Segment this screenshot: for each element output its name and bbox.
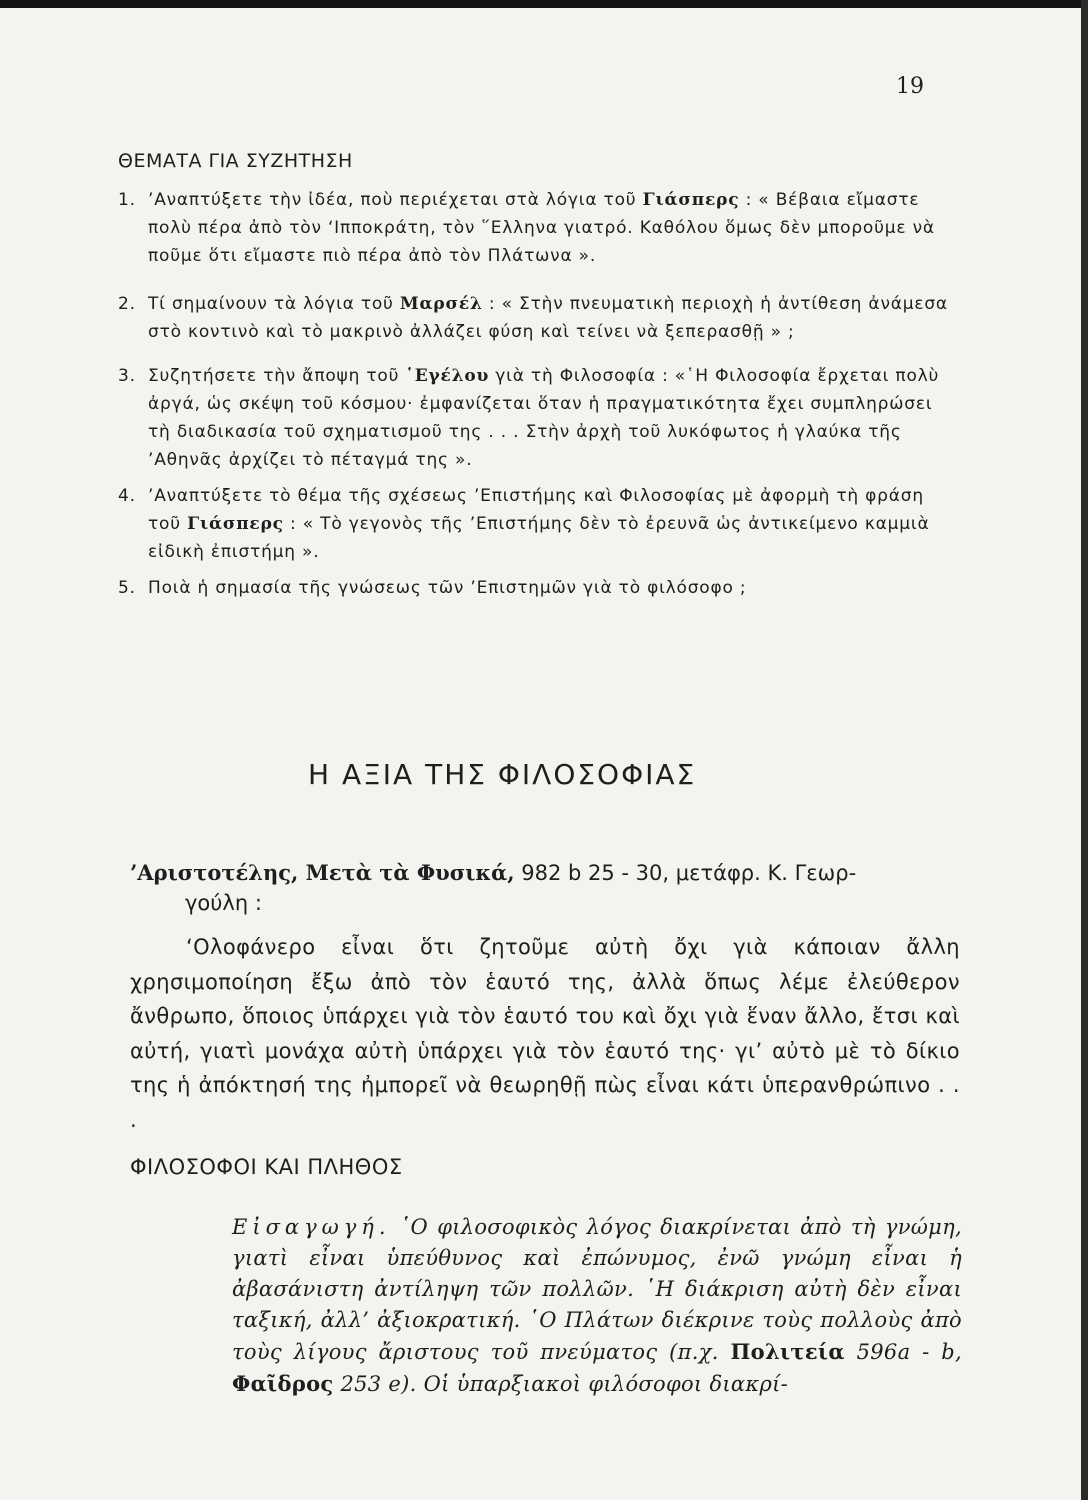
question-1 (118, 186, 948, 270)
citation-author: ’Αριστοτέλης, Μετὰ τὰ Φυσικά, (130, 860, 515, 885)
citation-ref: 982 b 25 - 30, μετάφρ. Κ. Γεωρ- (514, 861, 857, 885)
question-quote: : « Τὸ γεγονὸς τῆς ’Επιστήμης δὲν τὸ ἐρευνᾶ ὡς ἀντικείμενο καμμιὰ εἰδικὴ ἐπιστήμη ». (148, 514, 930, 562)
question-5 (118, 574, 948, 602)
question-3 (118, 362, 948, 474)
question-4 (118, 482, 948, 566)
chapter-title: Η ΑΞΙΑ ΤΗΣ ΦΙΛΟΣΟΦΙΑΣ (308, 758, 697, 791)
page-number: 19 (896, 74, 924, 99)
question-text: ’Αναπτύξετε τὴν ἰδέα, ποὺ περιέχεται στὰ λόγια τοῦ (148, 190, 643, 210)
question-2 (118, 290, 948, 346)
question-number: 1. (118, 190, 136, 210)
intro-text: ῾Ο φιλοσοφικὸς λόγος διακρίνεται ἀπὸ τὴ γνώμη, γιατὶ εἶναι ὑπεύθυνος καὶ ἐπώνυμος, ἐνῶ γνώμη εἶναι ἡ ἀβασάνιστη ἀντίληψη τῶν πολλῶν. ῾Η διάκριση αὐτὴ δὲν εἶναι ταξική, ἀλλ’ ἀξιοκρατική. ῾Ο Πλάτων διέκρινε τοὺς πολλοὺς ἀπὸ τοὺς λίγους ἄριστους τοῦ πνεύματος (π.χ. (232, 1215, 962, 1364)
scan-top-edge (0, 0, 1088, 8)
quote-paragraph: ‘Ολοφάνερο εἶναι ὅτι ζητοῦμε αὐτὴ ὄχι γιὰ κάποιαν ἄλλη χρησιμοποίηση ἔξω ἀπὸ τὸν ἑαυτό της, ἀλλὰ ὅπως λέμε ἐλεύθερον ἄνθρωπο, ὅποιος ὑπάρχει γιὰ τὸν ἑαυτό του καὶ ὄχι γιὰ ἕναν ἄλλο, ἔτσι καὶ αὐτή, γιατὶ μονάχα αὐτὴ ὑπάρχει γιὰ τὸν ἑαυτό της· γι’ αὐτὸ μὲ τὸ δίκιο της ἡ ἀπόκτησή της ἠμπορεῖ νὰ θεωρηθῇ πὼς εἶναι κάτι ὑπερανθρώπινο . . . (130, 935, 960, 1132)
question-author: Γιάσπερς (642, 190, 740, 210)
intro-text: 253 e). Οἱ ὑπαρξιακοὶ φιλόσοφοι διακρί- (333, 1372, 789, 1396)
section-heading: ΘΕΜΑΤΑ ΓΙΑ ΣΥΖΗΤΗΣΗ (118, 150, 353, 172)
question-number: 2. (118, 294, 136, 314)
question-number: 5. (118, 578, 136, 598)
intro-text: 596a - b, (844, 1340, 963, 1364)
question-author: Μαρσέλ (399, 294, 483, 314)
question-text: Συζητήσετε τὴν ἄποψη τοῦ (148, 366, 406, 386)
scan-right-edge (1081, 0, 1088, 1500)
question-text: Ποιὰ ἡ σημασία τῆς γνώσεως τῶν ’Επιστημῶν γιὰ τὸ φιλόσοφο ; (148, 578, 747, 598)
subheading: ΦΙΛΟΣΟΦΟΙ ΚΑΙ ΠΛΗΘΟΣ (130, 1155, 403, 1179)
question-quote: : « Στὴν πνευματικὴ περιοχὴ ἡ ἀντίθεση ἀνάμεσα στὸ κοντινὸ καὶ τὸ μακρινὸ ἀλλάζει φύση καὶ τείνει νὰ ξεπερασθῇ » ; (148, 294, 948, 342)
citation-cont: γούλη : (185, 891, 262, 915)
question-quote: : « Βέβαια εἴμαστε πολὺ πέρα ἀπὸ τὸν ‘Ιπποκράτη, τὸν ῞Ελληνα γιατρό. Καθόλου ὅμως δὲν μποροῦμε νὰ ποῦμε ὅτι εἴμαστε πιὸ πέρα ἀπὸ τὸν Πλάτωνα ». (148, 190, 935, 266)
intro-lead: Εἰσαγωγή. (232, 1215, 391, 1239)
citation (130, 858, 950, 918)
question-text: ’Αναπτύξετε τὸ θέμα τῆς σχέσεως ’Επιστήμης καὶ Φιλοσοφίας μὲ ἀφορμὴ τὴ φράση τοῦ (148, 486, 924, 534)
intro-ref-phaedrus: Φαῖδρος (232, 1371, 334, 1396)
intro-ref-politeia: Πολιτεία (730, 1339, 845, 1364)
question-number: 4. (118, 486, 136, 506)
intro-paragraph (232, 1212, 962, 1400)
question-author: Γιάσπερς (187, 514, 284, 534)
question-quote: γιὰ τὴ Φιλοσοφία : «῾Η Φιλοσοφία ἔρχεται πολὺ ἀργά, ὡς σκέψη τοῦ κόσμου· ἐμφανίζεται ὅταν ἡ πραγματικότητα ἔχει συμπληρώσει τὴ διαδικασία τοῦ σχηματισμοῦ της . . . Στὴν ἀρχὴ τοῦ λυκόφωτος ἡ γλαύκα τῆς ’Αθηνᾶς ἀρχίζει τὸ πέταγμά της ». (148, 366, 940, 470)
question-number: 3. (118, 366, 136, 386)
question-author: ῾Εγέλου (405, 366, 490, 386)
question-text: Τί σημαίνουν τὰ λόγια τοῦ (148, 294, 400, 314)
